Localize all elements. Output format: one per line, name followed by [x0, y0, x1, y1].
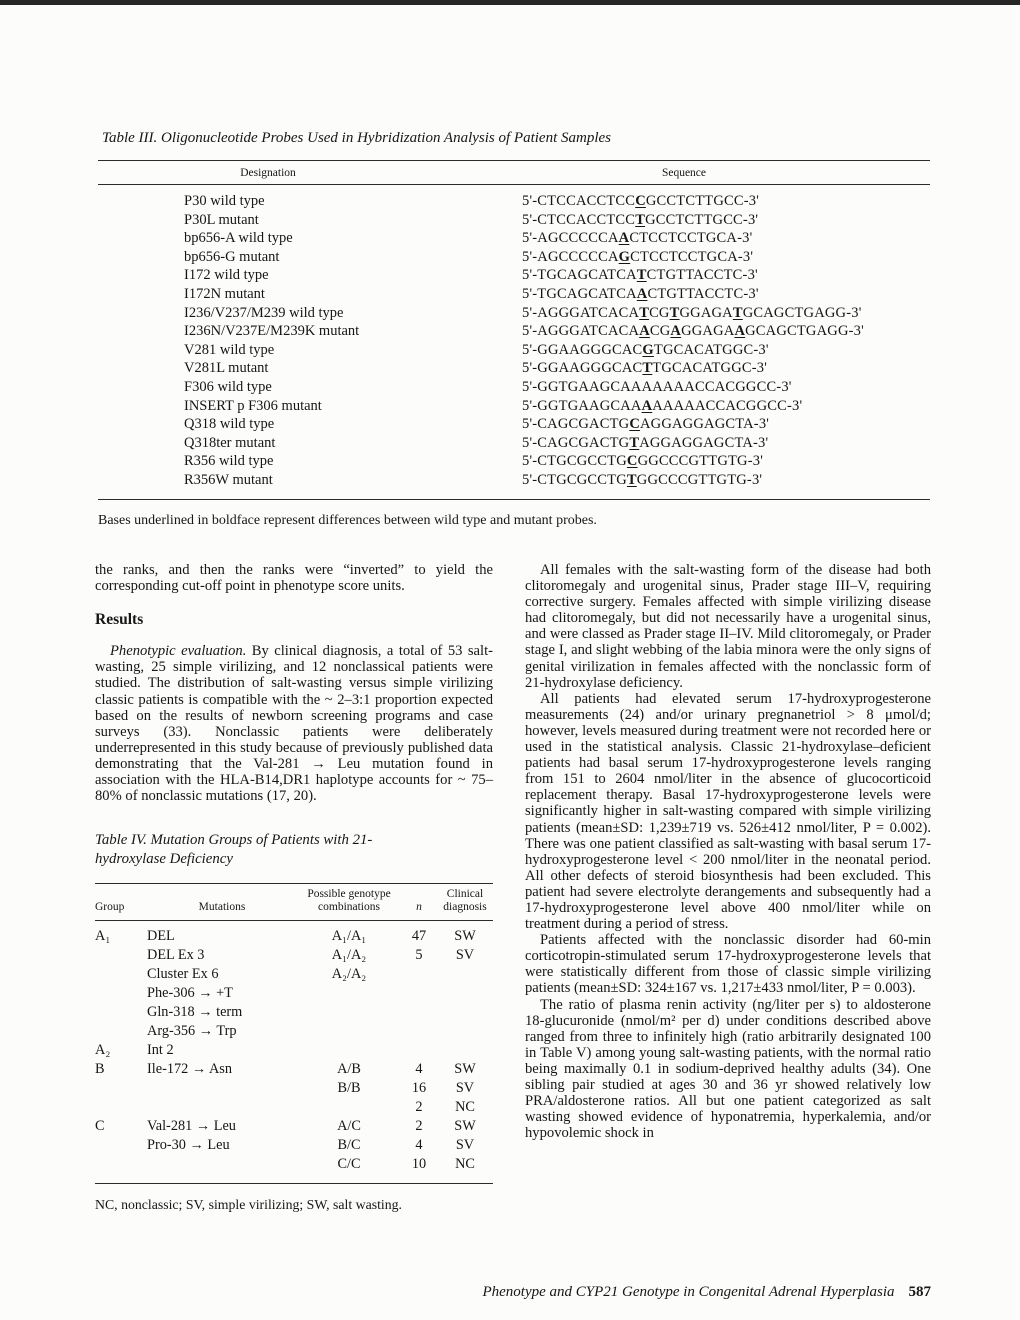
- probe-sequence: 5'-CTGCGCCTGTGGCCCGTTGTG-3': [522, 471, 763, 488]
- table4-header-mutations: Mutations: [198, 901, 246, 914]
- n-cell: [401, 1041, 437, 1060]
- paragraph-pra-aldosterone: The ratio of plasma renin activity (ng/liter per s) to aldosterone 18-glucuronide (nmol/m² per d) under conditions described above ranged from three to infinitely high (ratio arbitrarily designated 100 in Table V) among young salt-wasting patients, with the normal ratio being maximally 0.1 in sodium-deprived healthy adults (34). One sibling pair studied at ages 30 and 36 yr showed relatively low PRA/aldosterone ratios. All but one patient categorized as salt wasting showed evidence of hyponatremia, hyperkalemia, and/or hypovolemic shock in: [525, 996, 931, 1142]
- diagnosis-cell: SW: [454, 1061, 476, 1078]
- combinations-cell: B/B: [337, 1080, 361, 1097]
- probe-sequence: 5'-CAGCGACTGCAGGAGGAGCTA-3': [522, 416, 770, 433]
- table4-footnote: NC, nonclassic; SV, simple virilizing; SW, salt wasting.: [95, 1197, 402, 1213]
- n-cell: 4: [415, 1137, 423, 1154]
- body-columns: [95, 562, 931, 1213]
- group-cell: [95, 965, 147, 984]
- combinations-cell: [297, 1003, 401, 1022]
- n-cell: 2: [415, 1118, 423, 1135]
- running-title: Phenotype and CYP21 Genotype in Congenital Adrenal Hyperplasia: [482, 1284, 895, 1300]
- combinations-cell: B/C: [337, 1137, 361, 1154]
- table-row: [95, 1003, 493, 1022]
- probe-sequence: 5'-TGCAGCATCAACTGTTACCTC-3': [522, 285, 759, 302]
- mutations-cell: Cluster Ex 6: [147, 966, 219, 983]
- table-row: [95, 1022, 493, 1041]
- probe-sequence: 5'-AGGGATCACATCGTGGAGATGCAGCTGAGG-3': [522, 304, 862, 321]
- n-cell: 47: [411, 928, 427, 945]
- group-cell: [95, 1155, 147, 1174]
- probe-sequence: 5'-TGCAGCATCATCTGTTACCTC-3': [522, 267, 758, 284]
- table-row: [95, 1079, 493, 1098]
- mutations-cell: Val-281 → Leu: [147, 1118, 236, 1135]
- diagnosis-cell: [437, 1041, 493, 1060]
- table4-header-row: [95, 884, 493, 921]
- table-row: [95, 1155, 493, 1174]
- probe-sequence: 5'-CTGCGCCTGCGGCCCGTTGTG-3': [522, 453, 764, 470]
- paragraph-body: By clinical diagnosis, a total of 53 salt-wasting, 25 simple virilizing, and 12 nonclassical patients were studied. The distribution of salt-wasting versus simple virilizing classic patients is compatible with the ~ 2–3:1 proportion expected based on the results of newborn screening programs and case surveys (33). Nonclassic patients were deliberately underrepresented in this study because of previously published data demonstrating that the Val-281 → Leu mutation found in association with the HLA-B14,DR1 haplotype accounts for ~ 75–80% of nonclassic mutations (17, 20).: [95, 643, 493, 805]
- probe-sequence: 5'-GGAAGGGCACTTGCACATGGC-3': [522, 360, 768, 377]
- table3-header-sequence: Sequence: [661, 167, 707, 179]
- left-column: [95, 562, 493, 1213]
- paragraph-nonclassic-stimulated: Patients affected with the nonclassic disorder had 60-min corticotropin-stimulated serum 17-hydroxyprogesterone levels that were statistically different from those of classic simple virilizing patients (mean±SD: 324±167 vs. 1,217±433 nmol/liter, P = 0.003).: [525, 932, 931, 997]
- table-row: [98, 322, 930, 341]
- probe-designation: I172N mutant: [184, 285, 265, 302]
- probe-designation: INSERT p F306 mutant: [184, 397, 322, 414]
- group-cell: [95, 1098, 147, 1117]
- probe-sequence: 5'-CTCCACCTCCTGCCTCTTGCC-3': [522, 211, 759, 228]
- table-row: [98, 452, 930, 471]
- diagnosis-cell: [437, 984, 493, 1003]
- probe-designation: bp656-G mutant: [184, 248, 280, 265]
- diagnosis-cell: [437, 1022, 493, 1041]
- probe-sequence: 5'-CTCCACCTCCCGCCTCTTGCC-3': [522, 193, 760, 209]
- table3-footnote: Bases underlined in boldface represent differences between wild type and mutant probes.: [98, 512, 597, 528]
- probe-sequence: 5'-AGCCCCCAACTCCTCCTGCA-3': [522, 230, 753, 247]
- page-footer: [95, 1284, 931, 1301]
- table4-header-diagnosis: Clinical diagnosis: [443, 888, 487, 914]
- n-cell: [401, 965, 437, 984]
- table3-section: [98, 130, 930, 529]
- paragraph-females-saltwasting: All females with the salt-wasting form of the disease had both clitoromegaly and urogenital sinus, Prader stage III–V, requiring corrective surgery. Females affected with simple virilizing disease had clitoromegaly, but did not necessarily have a urogenital sinus, and were classed as Prader stage II–IV. Mild clitoromegaly, or Prader stage I, and slight webbing of the labia minora were the only signs of genital virilization in females affected with the nonclassic form of 21-hydroxylase deficiency.: [525, 562, 931, 691]
- diagnosis-cell: SV: [455, 947, 475, 964]
- n-cell: 16: [411, 1080, 427, 1097]
- diagnosis-cell: SW: [454, 1118, 476, 1135]
- group-cell: B: [95, 1061, 105, 1078]
- diagnosis-cell: SW: [454, 928, 476, 945]
- table-row: [98, 471, 930, 490]
- probe-designation: R356 wild type: [184, 453, 274, 470]
- paragraph-lead: Phenotypic evaluation.: [110, 643, 247, 660]
- table-row: [98, 341, 930, 360]
- probe-sequence: 5'-GGAAGGGCACGTGCACATGGC-3': [522, 341, 769, 358]
- table3-title: Table III. Oligonucleotide Probes Used in Hybridization Analysis of Patient Samples: [102, 130, 611, 146]
- diagnosis-cell: SV: [455, 1080, 475, 1097]
- table4-header-n: n: [416, 901, 422, 914]
- n-cell: 10: [411, 1156, 427, 1173]
- table-row: [98, 304, 930, 323]
- probe-designation: P30 wild type: [184, 193, 265, 209]
- combinations-cell: [297, 984, 401, 1003]
- group-cell: C: [95, 1118, 105, 1135]
- diagnosis-cell: [437, 1003, 493, 1022]
- table-row: [98, 415, 930, 434]
- n-cell: [401, 984, 437, 1003]
- combinations-cell: A₁/A₁: [331, 928, 367, 945]
- probe-designation: I172 wild type: [184, 267, 269, 284]
- group-cell: [95, 1003, 147, 1022]
- n-cell: 2: [415, 1099, 423, 1116]
- paragraph-17ohp-levels: All patients had elevated serum 17-hydroxyprogesterone measurements (24) and/or urinary pregnanetriol > 8 μmol/d; however, levels measured during treatment were not recorded here or used in the statistical analysis. Classic 21-hydroxylase–deficient patients had basal serum 17-hydroxyprogesterone levels ranging from 151 to 2604 nmol/liter in the absence of glucocorticoid replacement therapy. Basal 17-hydroxyprogesterone levels were significantly higher in salt-wasting compared with simple virilizing patients (mean±SD: 1,239±719 vs. 526±412 nmol/liter, P = 0.002). There was one patient classified as salt-wasting with basal serum 17-hydroxyprogesterone level < 200 nmol/liter in the neonatal period. All other defects of steroid biosynthesis had been excluded. This patient had severe electrolyte derangements and subsequently had a 17-hydroxyprogesterone level above 400 nmol/liter while on treatment during a period of stress.: [525, 690, 931, 933]
- mutations-cell: [147, 1098, 297, 1117]
- table-row: [98, 266, 930, 285]
- table-row: [95, 984, 493, 1003]
- right-column: [525, 562, 931, 1213]
- table4-header-group: Group: [95, 901, 125, 914]
- table-row: [98, 434, 930, 453]
- mutations-cell: Gln-318 → term: [147, 1004, 243, 1021]
- table3-header-row: [98, 161, 930, 185]
- combinations-cell: C/C: [337, 1156, 361, 1173]
- group-cell: [95, 1136, 147, 1155]
- probe-designation: bp656-A wild type: [184, 230, 293, 247]
- table4-body: [95, 921, 493, 1183]
- probe-designation: F306 wild type: [184, 378, 272, 395]
- diagnosis-cell: SV: [455, 1137, 475, 1154]
- probe-sequence: 5'-AGGGATCACAACGAGGAGAAGCAGCTGAGG-3': [522, 323, 864, 340]
- table-row: [98, 211, 930, 230]
- table-row: [95, 927, 493, 946]
- n-cell: 4: [415, 1061, 423, 1078]
- group-cell: A₁: [95, 928, 111, 945]
- table4: [95, 883, 493, 1184]
- group-cell: [95, 946, 147, 965]
- table-row: [95, 965, 493, 984]
- table3-body: [98, 185, 930, 499]
- probe-designation: V281 wild type: [184, 341, 275, 358]
- probe-sequence: 5'-AGCCCCCAGCTCCTCCTGCA-3': [522, 248, 754, 265]
- table-row: [98, 229, 930, 248]
- group-cell: [95, 1022, 147, 1041]
- table-row: [95, 1117, 493, 1136]
- combinations-cell: A/C: [337, 1118, 361, 1135]
- table-row: [95, 946, 493, 965]
- probe-designation: I236/V237/M239 wild type: [184, 304, 344, 321]
- mutations-cell: [147, 1155, 297, 1174]
- table-row: [95, 1136, 493, 1155]
- page-number: 587: [908, 1284, 931, 1300]
- mutations-cell: [147, 1079, 297, 1098]
- table-row: [98, 378, 930, 397]
- table-row: [95, 1060, 493, 1079]
- table3: [98, 160, 930, 500]
- mutations-cell: Ile-172 → Asn: [147, 1061, 232, 1078]
- probe-sequence: 5'-GGTGAAGCAAAAAAAACCACGGCC-3': [522, 397, 803, 414]
- probe-designation: P30L mutant: [184, 211, 259, 228]
- table4-section: [95, 831, 493, 1213]
- mutations-cell: DEL: [147, 928, 175, 945]
- n-cell: 5: [415, 947, 423, 964]
- table-row: [98, 248, 930, 267]
- paragraph-ranks: the ranks, and then the ranks were “inverted” to yield the corresponding cut-off point in phenotype score units.: [95, 562, 493, 595]
- probe-designation: Q318ter mutant: [184, 434, 276, 451]
- combinations-cell: [297, 1098, 401, 1117]
- combinations-cell: A₁/A₂: [331, 947, 367, 964]
- probe-designation: I236N/V237E/M239K mutant: [184, 323, 360, 340]
- table3-header-designation: Designation: [240, 167, 296, 179]
- table4-header-combinations: Possible genotype combinations: [307, 888, 391, 914]
- table-row: [95, 1098, 493, 1117]
- table-row: [98, 359, 930, 378]
- mutations-cell: Int 2: [147, 1042, 174, 1059]
- scan-edge-artifact: [0, 0, 1020, 5]
- mutations-cell: DEL Ex 3: [147, 947, 205, 964]
- combinations-cell: A/B: [337, 1061, 361, 1078]
- results-heading: Results: [95, 611, 144, 629]
- probe-designation: V281L mutant: [184, 360, 269, 377]
- probe-designation: R356W mutant: [184, 471, 273, 488]
- n-cell: [401, 1003, 437, 1022]
- table-row: [98, 192, 930, 211]
- n-cell: [401, 1022, 437, 1041]
- mutations-cell: Arg-356 → Trp: [147, 1023, 237, 1040]
- probe-designation: Q318 wild type: [184, 416, 275, 433]
- table-row: [98, 285, 930, 304]
- table-row: [98, 397, 930, 416]
- group-cell: [95, 984, 147, 1003]
- combinations-cell: [297, 1022, 401, 1041]
- mutations-cell: Phe-306 → +T: [147, 985, 233, 1002]
- group-cell: A₂: [95, 1042, 111, 1059]
- table-row: [95, 1041, 493, 1060]
- combinations-cell: A₂/A₂: [331, 966, 367, 983]
- diagnosis-cell: NC: [455, 1156, 475, 1173]
- mutations-cell: Pro-30 → Leu: [147, 1137, 230, 1154]
- paragraph-phenotypic-evaluation: [95, 643, 493, 804]
- group-cell: [95, 1079, 147, 1098]
- diagnosis-cell: [437, 965, 493, 984]
- combinations-cell: [297, 1041, 401, 1060]
- diagnosis-cell: NC: [455, 1099, 475, 1116]
- probe-sequence: 5'-CAGCGACTGTAGGAGGAGCTA-3': [522, 434, 769, 451]
- table4-title: Table IV. Mutation Groups of Patients with 21-hydroxylase Deficiency: [95, 832, 373, 867]
- probe-sequence: 5'-GGTGAAGCAAAAAAACCACGGCC-3': [522, 378, 792, 395]
